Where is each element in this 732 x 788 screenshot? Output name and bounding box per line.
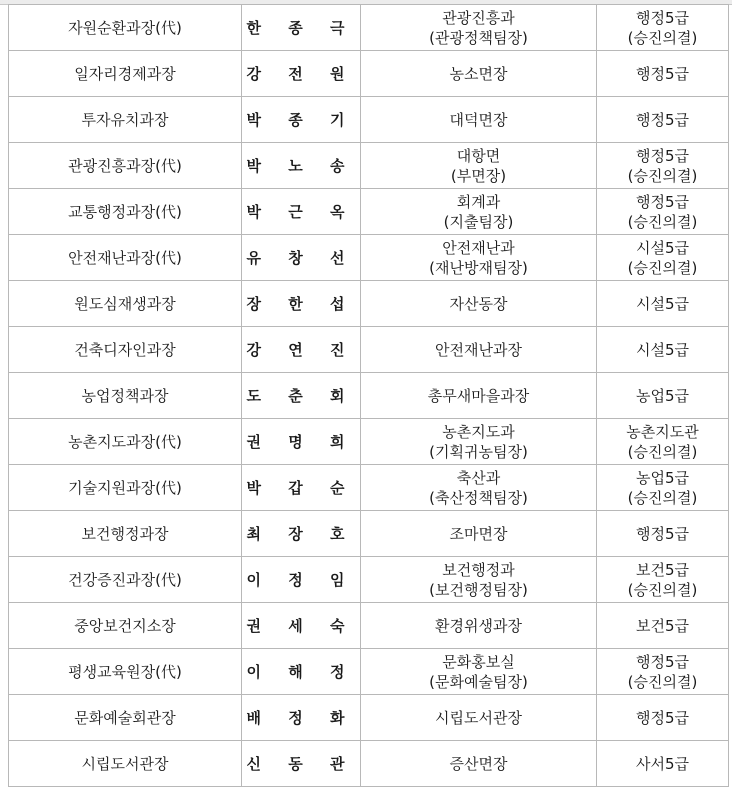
dept-cell[interactable]: 자원순환과장(代) — [9, 5, 242, 51]
grade-cell[interactable] — [597, 649, 729, 695]
prev-position-cell[interactable] — [361, 419, 597, 465]
name-cell[interactable]: 박 근 옥 — [242, 189, 361, 235]
table-row — [9, 327, 729, 373]
grade-line: 보건5급 — [635, 616, 689, 635]
table-row — [9, 143, 729, 189]
prev-position-line: 총무새마을과장 — [427, 386, 530, 405]
prev-position-cell[interactable] — [361, 189, 597, 235]
dept-cell[interactable]: 시립도서관장 — [9, 741, 242, 787]
grade-line: 행정5급 — [635, 8, 689, 27]
table-row — [9, 649, 729, 695]
prev-position-line: 안전재난과장 — [435, 340, 522, 359]
grade-cell[interactable] — [597, 465, 729, 511]
grade-line: 행정5급 — [635, 192, 689, 211]
dept-cell[interactable]: 교통행정과장(代) — [9, 189, 242, 235]
prev-position-cell[interactable] — [361, 695, 597, 741]
table-row — [9, 5, 729, 51]
table-row — [9, 189, 729, 235]
dept-cell[interactable]: 안전재난과장(代) — [9, 235, 242, 281]
grade-line: (승진의결) — [627, 442, 698, 461]
grade-line: 농업5급 — [635, 468, 689, 487]
prev-position-line: (보건행정팀장) — [429, 580, 528, 599]
grade-line: 행정5급 — [635, 652, 689, 671]
prev-position-line: 시립도서관장 — [435, 708, 522, 727]
prev-position-line: (관광정책팀장) — [429, 28, 528, 47]
prev-position-line: 축산과 — [456, 468, 501, 487]
grade-line: 행정5급 — [635, 110, 689, 129]
name-cell[interactable]: 장 한 섭 — [242, 281, 361, 327]
grade-cell[interactable] — [597, 373, 729, 419]
name-cell[interactable]: 도 춘 회 — [242, 373, 361, 419]
name-cell[interactable]: 배 정 화 — [242, 695, 361, 741]
prev-position-line: 대항면 — [456, 146, 501, 165]
grade-line: 행정5급 — [635, 708, 689, 727]
prev-position-cell[interactable] — [361, 281, 597, 327]
grade-cell[interactable] — [597, 603, 729, 649]
grade-line: 농업5급 — [635, 386, 689, 405]
dept-cell[interactable]: 투자유치과장 — [9, 97, 242, 143]
prev-position-line: 보건행정과 — [442, 560, 515, 579]
grade-line: (승진의결) — [627, 212, 698, 231]
table-row — [9, 97, 729, 143]
prev-position-cell[interactable] — [361, 741, 597, 787]
grade-line: (승진의결) — [627, 166, 698, 185]
name-cell[interactable]: 강 연 진 — [242, 327, 361, 373]
grade-line: (승진의결) — [627, 672, 698, 691]
grade-cell[interactable] — [597, 189, 729, 235]
prev-position-cell[interactable] — [361, 51, 597, 97]
prev-position-line: (부면장) — [450, 166, 507, 185]
grade-line: 농촌지도관 — [626, 422, 699, 441]
personnel-table — [8, 4, 729, 787]
prev-position-line: (기획귀농팀장) — [429, 442, 528, 461]
prev-position-line: 회계과 — [456, 192, 501, 211]
dept-cell[interactable]: 기술지원과장(代) — [9, 465, 242, 511]
prev-position-line: 농촌지도과 — [442, 422, 515, 441]
grade-line: (승진의결) — [627, 258, 698, 277]
prev-position-line: 농소면장 — [449, 64, 508, 83]
table-row — [9, 511, 729, 557]
table-row — [9, 465, 729, 511]
dept-cell[interactable]: 건축디자인과장 — [9, 327, 242, 373]
table-row — [9, 51, 729, 97]
grade-line: 행정5급 — [635, 64, 689, 83]
name-cell[interactable]: 신 동 관 — [242, 741, 361, 787]
name-cell[interactable]: 강 전 원 — [242, 51, 361, 97]
table-row — [9, 741, 729, 787]
grade-cell[interactable] — [597, 281, 729, 327]
table-row — [9, 281, 729, 327]
prev-position-cell[interactable] — [361, 97, 597, 143]
name-cell[interactable]: 박 종 기 — [242, 97, 361, 143]
name-cell[interactable]: 박 갑 순 — [242, 465, 361, 511]
dept-cell[interactable]: 보건행정과장 — [9, 511, 242, 557]
table-row — [9, 419, 729, 465]
prev-position-line: (축산정책팀장) — [429, 488, 528, 507]
dept-cell[interactable]: 원도심재생과장 — [9, 281, 242, 327]
name-cell[interactable]: 이 해 정 — [242, 649, 361, 695]
prev-position-cell[interactable] — [361, 5, 597, 51]
grade-line: 사서5급 — [635, 754, 689, 773]
prev-position-cell[interactable] — [361, 235, 597, 281]
name-cell[interactable]: 한 종 극 — [242, 5, 361, 51]
grade-line: (승진의결) — [627, 488, 698, 507]
prev-position-line: (재난방재팀장) — [429, 258, 528, 277]
grade-cell[interactable] — [597, 741, 729, 787]
table-row — [9, 373, 729, 419]
dept-cell[interactable]: 평생교육원장(代) — [9, 649, 242, 695]
dept-cell[interactable]: 농업정책과장 — [9, 373, 242, 419]
prev-position-line: 대덕면장 — [449, 110, 508, 129]
name-cell[interactable]: 최 장 호 — [242, 511, 361, 557]
grade-line: 행정5급 — [635, 524, 689, 543]
grade-line: 행정5급 — [635, 146, 689, 165]
name-cell[interactable]: 권 명 희 — [242, 419, 361, 465]
grade-cell[interactable] — [597, 97, 729, 143]
grade-line: (승진의결) — [627, 580, 698, 599]
prev-position-line: 안전재난과 — [442, 238, 515, 257]
grade-cell[interactable] — [597, 511, 729, 557]
grade-cell[interactable] — [597, 327, 729, 373]
prev-position-cell[interactable] — [361, 465, 597, 511]
prev-position-line: 관광진흥과 — [442, 8, 515, 27]
personnel-table-body — [9, 5, 729, 787]
prev-position-cell[interactable] — [361, 511, 597, 557]
grade-cell[interactable] — [597, 235, 729, 281]
grade-cell[interactable] — [597, 419, 729, 465]
prev-position-line: 환경위생과장 — [435, 616, 522, 635]
prev-position-line: 증산면장 — [449, 754, 508, 773]
grade-cell[interactable] — [597, 51, 729, 97]
prev-position-cell[interactable] — [361, 373, 597, 419]
prev-position-cell[interactable] — [361, 557, 597, 603]
table-row — [9, 695, 729, 741]
grade-cell[interactable] — [597, 557, 729, 603]
prev-position-line: 문화홍보실 — [442, 652, 515, 671]
table-row — [9, 557, 729, 603]
name-cell[interactable]: 박 노 송 — [242, 143, 361, 189]
dept-cell[interactable]: 일자리경제과장 — [9, 51, 242, 97]
prev-position-cell[interactable] — [361, 327, 597, 373]
grade-cell[interactable] — [597, 695, 729, 741]
dept-cell[interactable]: 농촌지도과장(代) — [9, 419, 242, 465]
prev-position-line: (지출팀장) — [443, 212, 514, 231]
grade-line: 시설5급 — [635, 340, 689, 359]
table-row — [9, 603, 729, 649]
prev-position-line: 조마면장 — [449, 524, 508, 543]
prev-position-line: 자산동장 — [449, 294, 508, 313]
dept-cell[interactable]: 중앙보건지소장 — [9, 603, 242, 649]
name-cell[interactable]: 유 창 선 — [242, 235, 361, 281]
dept-cell[interactable]: 문화예술회관장 — [9, 695, 242, 741]
grade-cell[interactable] — [597, 5, 729, 51]
grade-line: 시설5급 — [635, 294, 689, 313]
prev-position-cell[interactable] — [361, 603, 597, 649]
grade-line: 시설5급 — [635, 238, 689, 257]
dept-cell[interactable]: 관광진흥과장(代) — [9, 143, 242, 189]
grade-line: (승진의결) — [627, 28, 698, 47]
prev-position-line: (문화예술팀장) — [429, 672, 528, 691]
prev-position-cell[interactable] — [361, 143, 597, 189]
name-cell[interactable]: 이 정 임 — [242, 557, 361, 603]
grade-cell[interactable] — [597, 143, 729, 189]
table-row — [9, 235, 729, 281]
grade-line: 보건5급 — [635, 560, 689, 579]
prev-position-cell[interactable] — [361, 649, 597, 695]
dept-cell[interactable]: 건강증진과장(代) — [9, 557, 242, 603]
name-cell[interactable]: 권 세 숙 — [242, 603, 361, 649]
